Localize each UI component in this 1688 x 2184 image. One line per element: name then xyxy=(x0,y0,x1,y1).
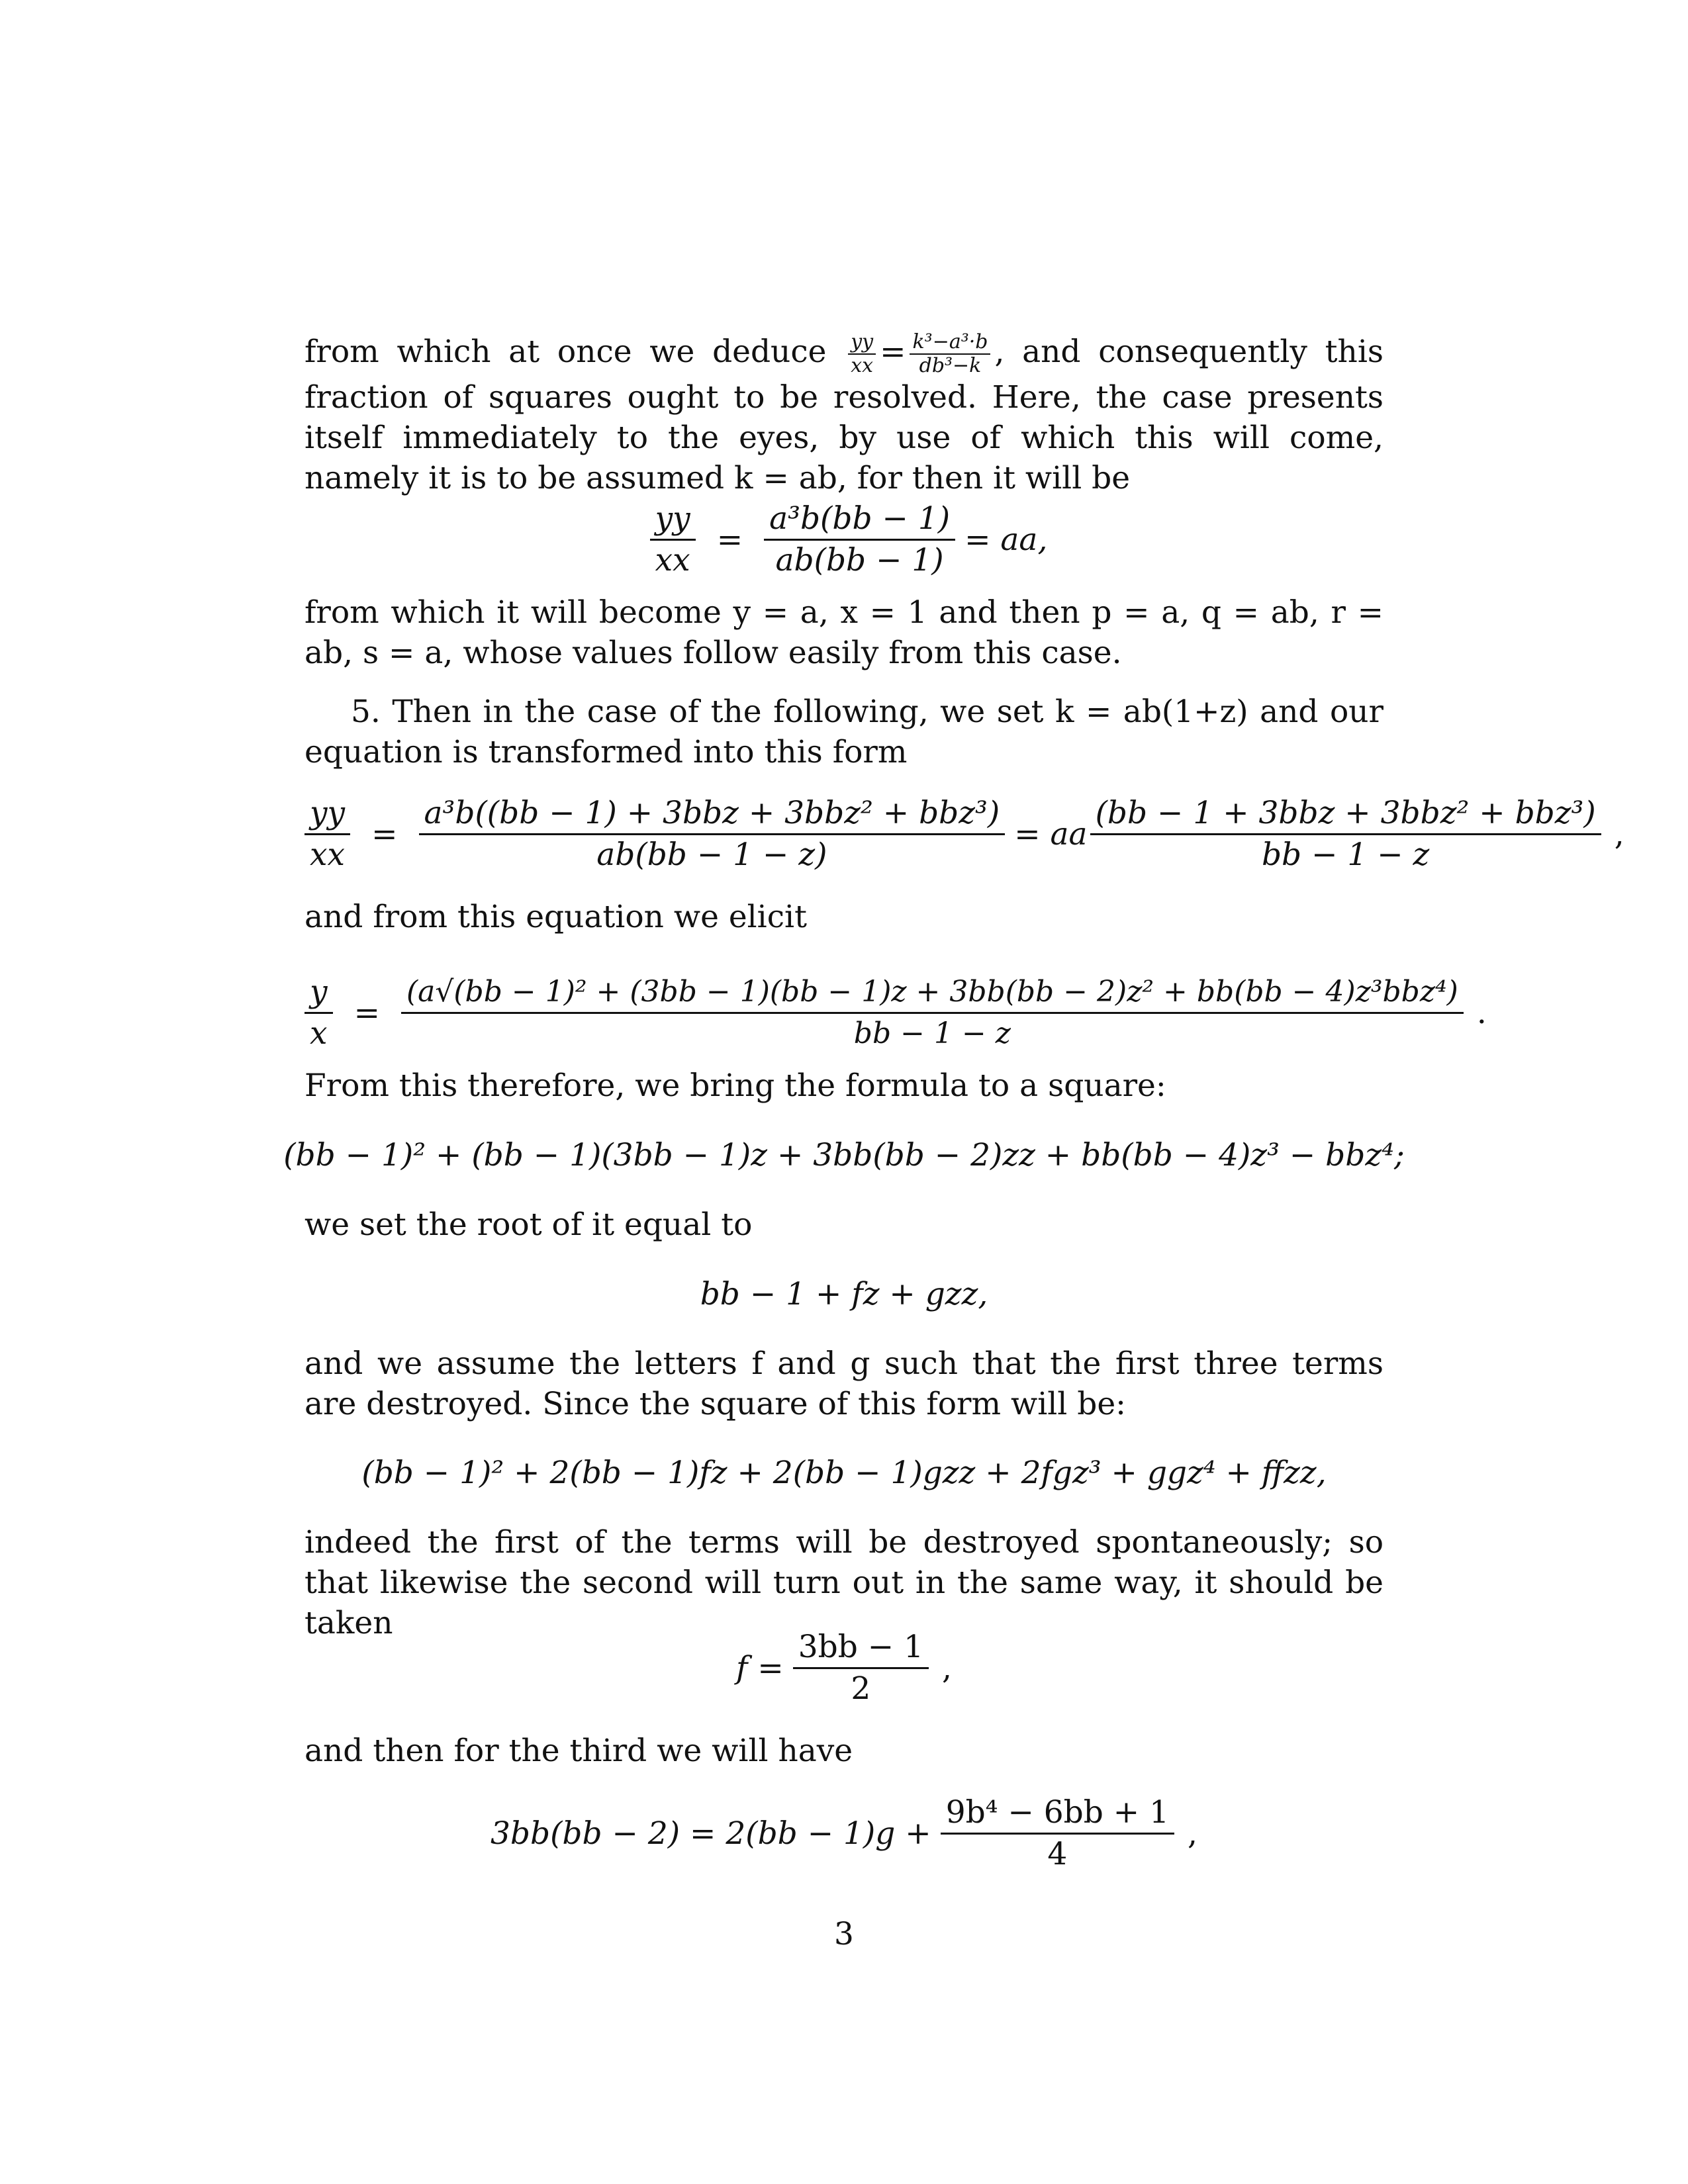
paragraph-8: indeed the first of the terms will be destroyed spontaneously; so that likewise the second will turn out in the same way, it should be taken xyxy=(305,1524,1383,1641)
eq2-rhs-prefix: = aa xyxy=(1014,815,1088,852)
eq2-rhs: $\frac{\text{(bb − 1 + 3bbz + 3bbz² + bbz³)}}{bb - 1 - z}$ xyxy=(1090,794,1601,875)
page-number: 3 xyxy=(834,1916,854,1952)
paragraph-1: from which at once we deduce $\frac{yy}{xx}$ = $\frac{\text{k³−a³·b}}{\text{db³−k}}$ , and consequently this fraction of squares ought to be resolved. Here, the case presents itself immediately to the eyes, by use of which this will come, namely it is to be assumed k = ab, for then it will be xyxy=(305,330,1383,496)
eq1-mid: $\frac{\text{a³b(bb − 1)}}{ab(bb - 1)}$ xyxy=(764,499,955,580)
eq3-lhs: $\frac{y}{x}$ xyxy=(305,972,333,1054)
equation-2: $\frac{yy}{xx}$ = $\frac{\text{a³b((bb − 1) + 3bbz + 3bbz² + bbz³)}}{ab(bb - 1 - z)}$ = aa $\frac{\text{(bb − 1 + 3bbz + 3bbz² + bbz³)}}{bb - 1 - z}$ , xyxy=(305,788,1383,880)
eq3-rhs: (a√(bb − 1)² + (3bb − 1)(bb − 1)z + 3bb(bb − 2)z² + bb(bb − 4)z³bbz⁴) bb − 1 − z xyxy=(401,972,1464,1054)
eq2-mid: $\frac{\text{a³b((bb − 1) + 3bbz + 3bbz² + bbz³)}}{ab(bb - 1 - z)}$ xyxy=(419,794,1006,875)
equation-7: f = $\frac{3bb - 1}{2}$ , xyxy=(305,1621,1383,1714)
eq2-lhs: $\frac{yy}{xx}$ xyxy=(305,794,350,875)
paragraph-5: From this therefore, we bring the formula to a square: xyxy=(305,1068,1166,1104)
equation-4: (bb − 1)² + (bb − 1)(3bb − 1)z + 3bb(bb − 2)zz + bb(bb − 4)z³ − bbz⁴; xyxy=(283,1136,1405,1173)
eq8-fraction: $\frac{\text{9b⁴ − 6bb + 1}}{4}$ xyxy=(941,1793,1174,1874)
para1-lead: from which at once we deduce xyxy=(305,334,827,370)
paragraph-3: 5. Then in the case of the following, we set k = ab(1+z) and our equation is transformed into this form xyxy=(305,694,1383,770)
paragraph-7: and we assume the letters f and g such that the first three terms are destroyed. Since the square of this form will be: xyxy=(305,1345,1383,1422)
paragraph-6: we set the root of it equal to xyxy=(305,1206,753,1243)
paragraph-9: and then for the third we will have xyxy=(305,1733,853,1769)
equation-1: $\frac{yy}{xx}$ = $\frac{\text{a³b(bb − 1)}}{ab(bb - 1)}$ = aa, xyxy=(305,493,1383,586)
para1-rest: , and consequently this fraction of squares ought to be resolved. Here, the case presents itself immediately to the eyes, by use of which this will come, namely it is to be assumed k = ab, for then it will be xyxy=(305,334,1383,496)
equation-6: (bb − 1)² + 2(bb − 1)fz + 2(bb − 1)gzz + 2fgz³ + ggz⁴ + ffzz, xyxy=(361,1454,1327,1491)
equation-3: $\frac{y}{x}$ = (a√(bb − 1)² + (3bb − 1)(bb − 1)z + 3bb(bb − 2)z² + bb(bb − 4)z³bbz⁴) bb − 1 − z . xyxy=(305,966,1383,1059)
equation-5: bb − 1 + fz + gzz, xyxy=(700,1275,988,1312)
eq1-rhs: = aa, xyxy=(964,521,1048,558)
eq1-lhs: $\frac{yy}{xx}$ xyxy=(650,499,696,580)
paragraph-2: from which it will become y = a, x = 1 and then p = a, q = ab, r = ab, s = a, whose values follow easily from this case. xyxy=(305,594,1383,671)
equation-8: 3bb(bb − 2) = 2(bb − 1)g + $\frac{\text{9b⁴ − 6bb + 1}}{4}$ , xyxy=(305,1787,1383,1880)
paragraph-4: and from this equation we elicit xyxy=(305,899,807,935)
inline-fraction-left: $\frac{yy}{xx}$ xyxy=(848,331,876,377)
inline-fraction-right: $\frac{\text{k³−a³·b}}{\text{db³−k}}$ xyxy=(910,331,990,377)
eq7-fraction: $\frac{3bb - 1}{2}$ xyxy=(793,1627,929,1709)
